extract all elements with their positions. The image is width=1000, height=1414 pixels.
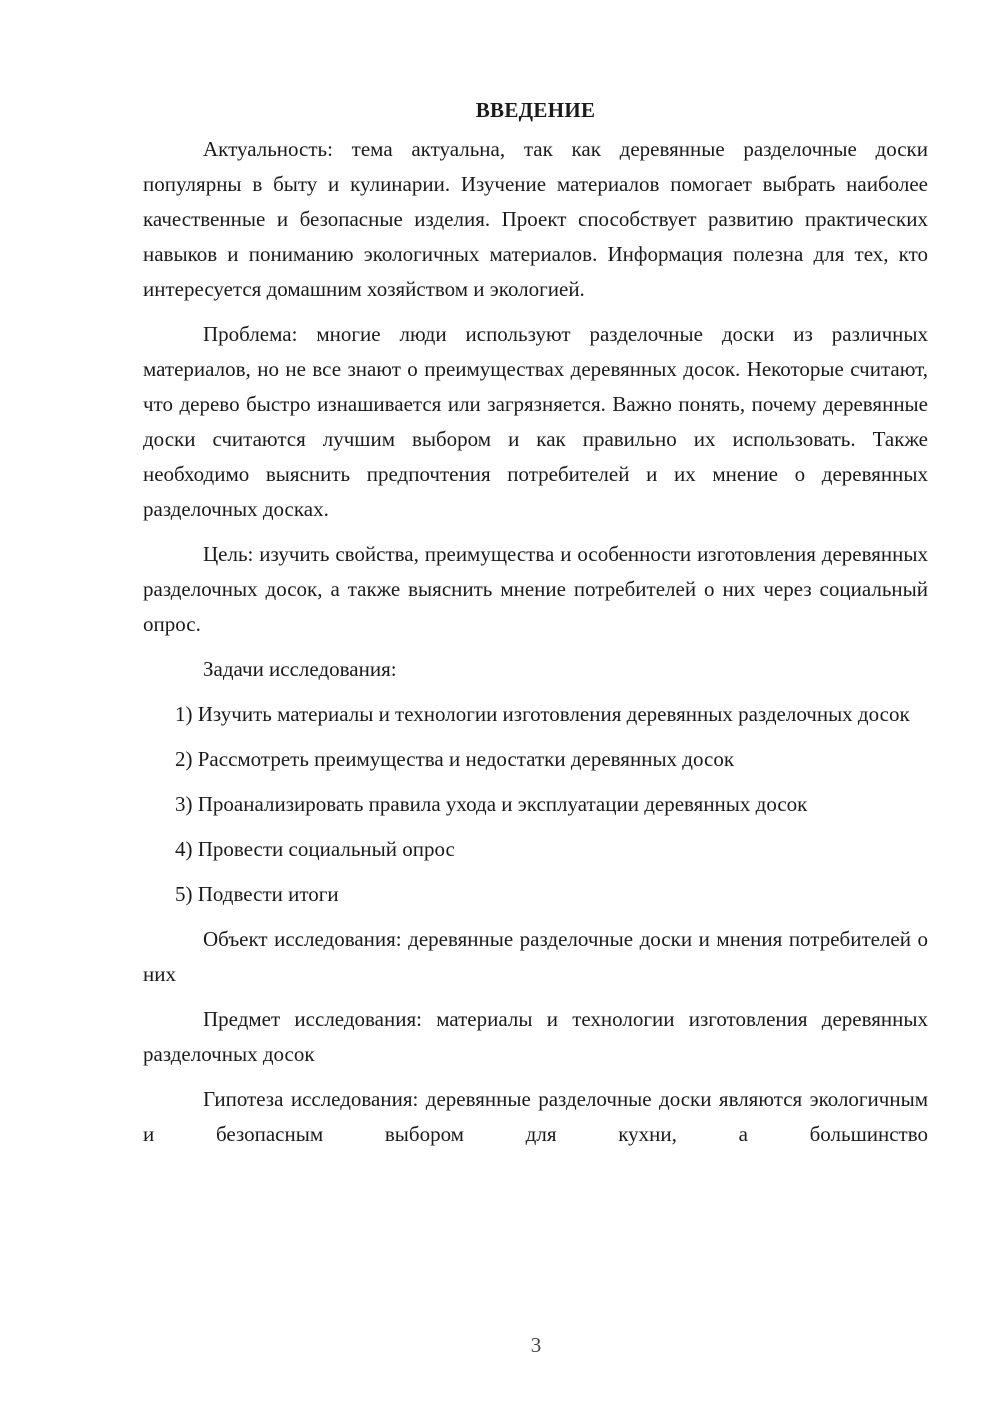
tasks-heading: Задачи исследования:: [203, 657, 397, 681]
page-content: [143, 93, 928, 1162]
goal-paragraph: Цель: изучить свойства, преимущества и особенности изготовления деревянных разделочных досок, а также выяснить мнение потребителей о них через социальный опрос.: [143, 542, 928, 636]
hypothesis-paragraph: Гипотеза исследования: деревянные разделочные доски являются экологичным и безопасным выбором для кухни, а большинство: [143, 1087, 928, 1146]
task-item-2: 2) Рассмотреть преимущества и недостатки деревянных досок: [175, 747, 735, 771]
task-item-3: 3) Проанализировать правила ухода и эксплуатации деревянных досок: [175, 792, 808, 816]
relevance-paragraph: Актуальность: тема актуальна, так как деревянные разделочные доски популярны в быту и кулинарии. Изучение материалов помогает выбрать наиболее качественные и безопасные изделия. Проект способствует развитию практических навыков и пониманию экологичных материалов. Информация полезна для тех, кто интересуется домашним хозяйством и экологией.: [143, 137, 928, 301]
page-number: 3: [530, 1333, 542, 1357]
task-item-5: 5) Подвести итоги: [175, 882, 339, 906]
problem-paragraph: Проблема: многие люди используют разделочные доски из различных материалов, но не все знают о преимуществах деревянных досок. Некоторые считают, что дерево быстро изнашивается или загрязняется. Важно понять, почему деревянные доски считаются лучшим выбором и как правильно их использовать. Также необходимо выяснить предпочтения потребителей и их мнение о деревянных разделочных досках.: [143, 322, 928, 521]
object-paragraph: Объект исследования: деревянные разделочные доски и мнения потребителей о них: [143, 927, 928, 986]
task-item-1: 1) Изучить материалы и технологии изготовления деревянных разделочных досок: [175, 702, 910, 726]
task-item-4: 4) Провести социальный опрос: [175, 837, 455, 861]
section-heading: ВВЕДЕНИЕ: [475, 98, 596, 122]
subject-paragraph: Предмет исследования: материалы и технологии изготовления деревянных разделочных досок: [143, 1007, 928, 1066]
